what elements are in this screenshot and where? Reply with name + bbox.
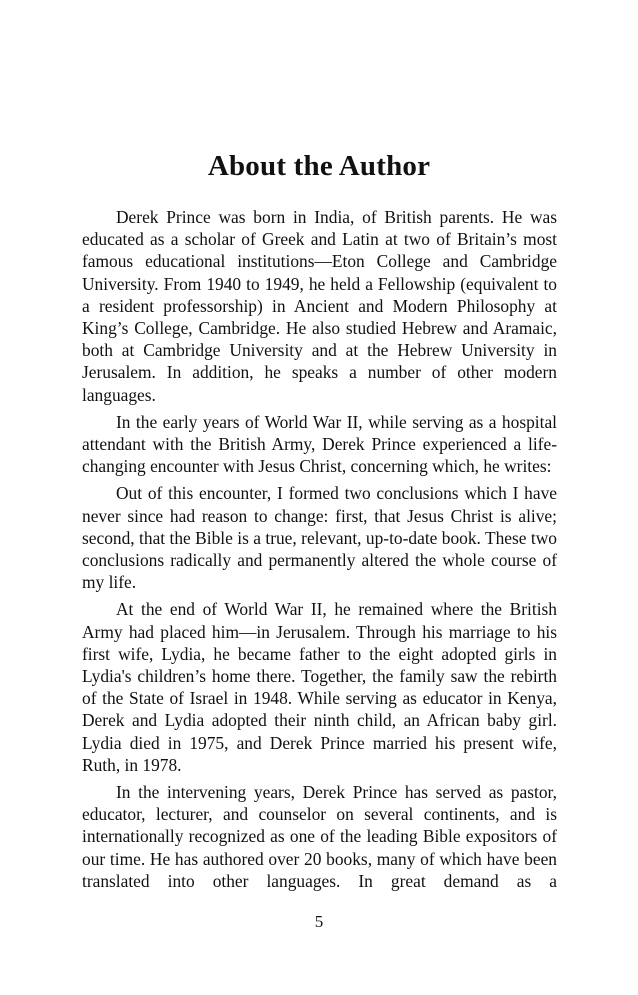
paragraph-3-quote: Out of this encounter, I formed two conclusions which I have never since had reason to change: first, that Jesus Christ is alive; second, that the Bible is a true, relevant, up-to-date book. These two conclusions radically and permanently altered the whole course of my life. [82,483,557,593]
chapter-title: About the Author [207,150,431,182]
paragraph-2: In the early years of World War II, while serving as a hospital attendant with the British Army, Derek Prince experienced a life-changing encounter with Jesus Christ, concerning which, he writes: [82,411,557,477]
paragraph-4: At the end of World War II, he remained where the British Army had placed him—in Jerusalem. Through his marriage to his first wife, Lydia, he became father to the eight adopted girls in Lydia's children’s home there. Together, the family saw the rebirth of the State of Israel in 1948. While serving as educator in Kenya, Derek and Lydia adopted their ninth child, an African baby girl. Lydia died in 1975, and Derek Prince married his present wife, Ruth, in 1978. [82,599,557,775]
page-number: 5 [314,912,324,931]
paragraph-5: In the intervening years, Derek Prince has served as pastor, educator, lecturer, and counselor on several continents, and is internationally recognized as one of the leading Bible expositors of our time. He has authored over 20 books, many of which have been translated into other languages. In great demand as a [82,782,557,891]
paragraph-1: Derek Prince was born in India, of British parents. He was educated as a scholar of Greek and Latin at two of Britain’s most famous educational institutions—Eton College and Cambridge University. From 1940 to 1949, he held a Fellowship (equivalent to a resident professorship) in Ancient and Modern Philosophy at King’s College, Cambridge. He also studied Hebrew and Aramaic, both at Cambridge University and at the Hebrew University in Jerusalem. In addition, he speaks a number of other modern languages. [82,207,557,405]
chapter-body [82,206,557,897]
